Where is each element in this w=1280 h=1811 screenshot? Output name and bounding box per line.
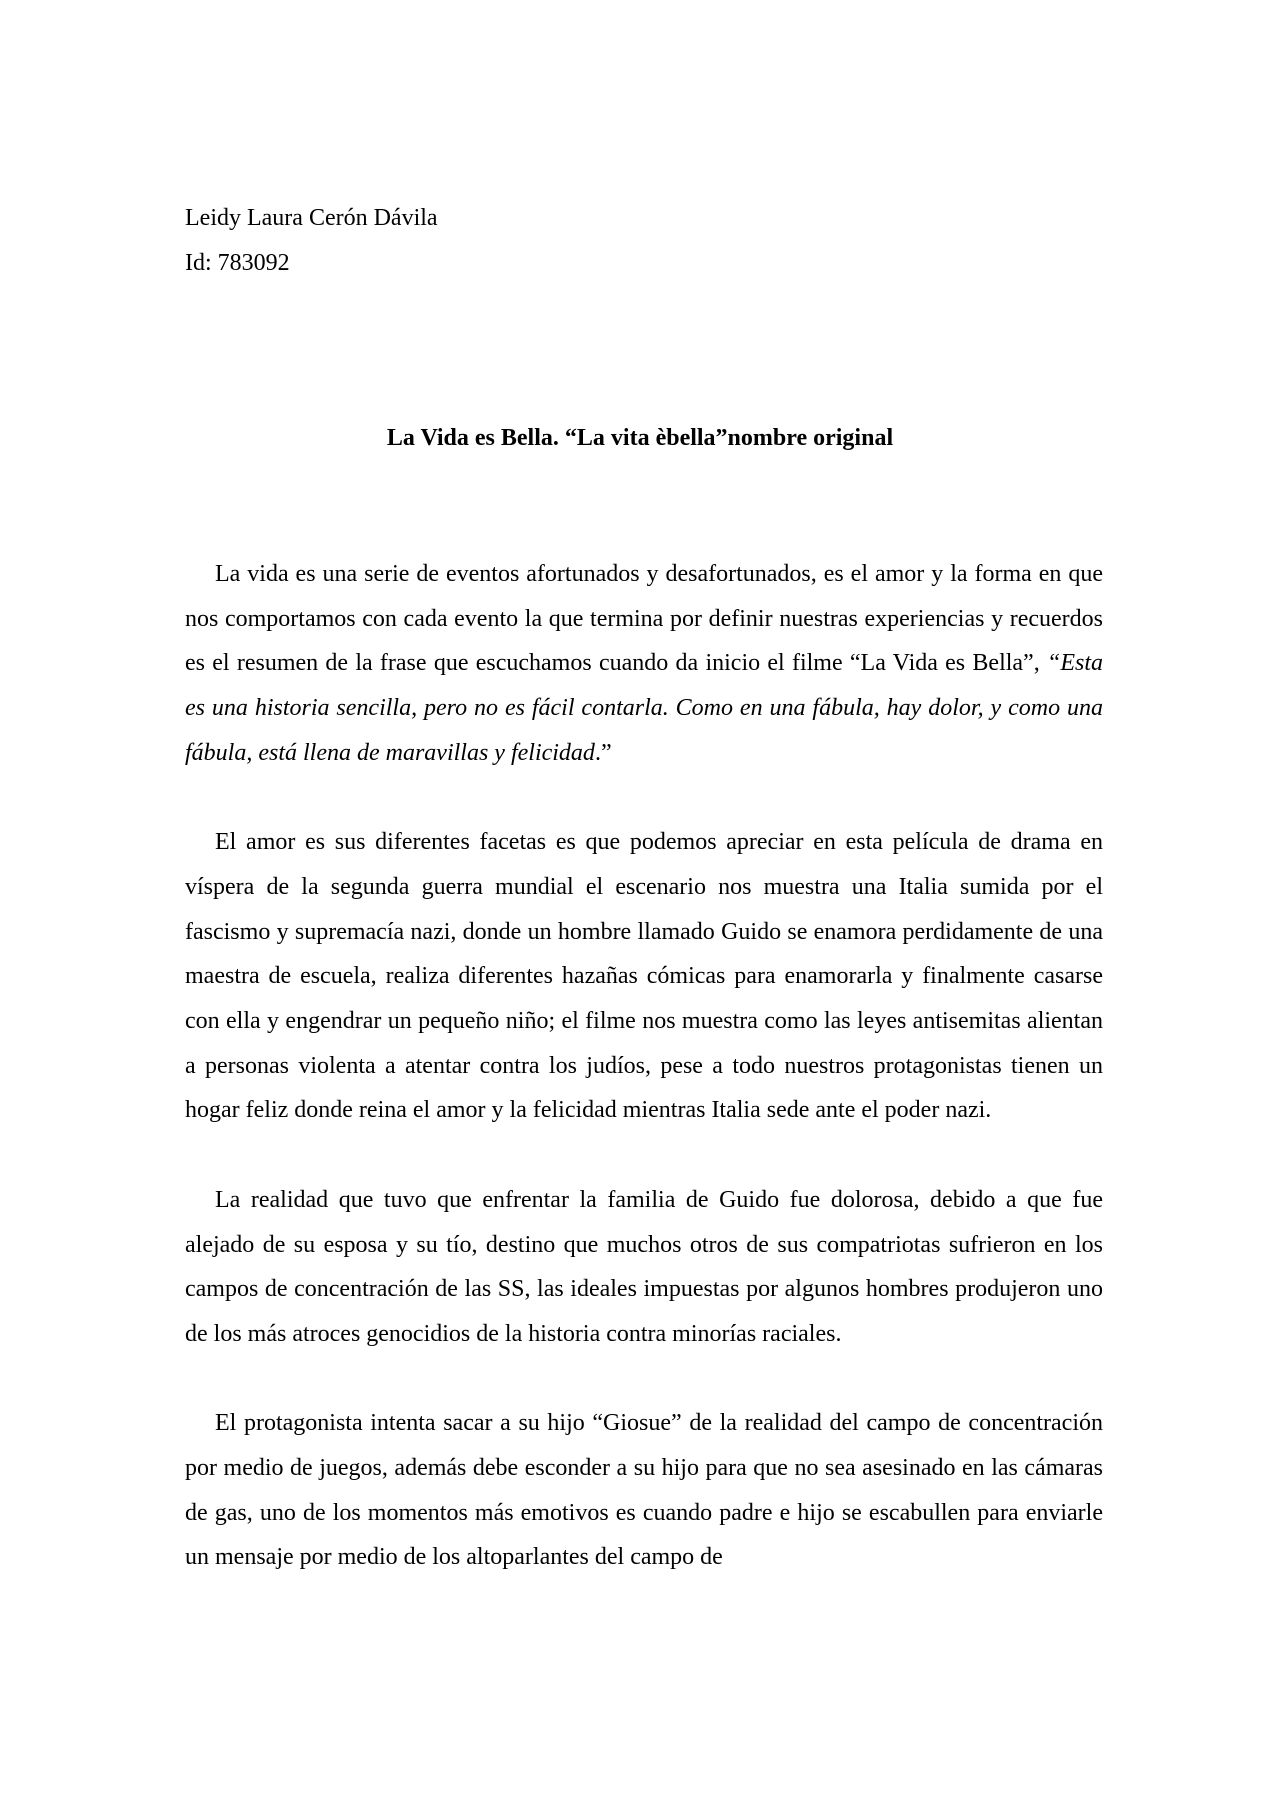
paragraph-1-text: La vida es una serie de eventos afortunados y desafortunados, es el amor y la forma en que nos comportamos con cada evento la que termina por definir nuestras experiencias y recuerdos es el resumen de la frase que escuchamos cuando da inicio el filme “La Vida es Bella”, [185, 561, 1103, 677]
paragraph-2: El amor es sus diferentes facetas es que podemos apreciar en esta película de drama en víspera de la segunda guerra mundial el escenario nos muestra una Italia sumida por el fascismo y supremacía nazi, donde un hombre llamado Guido se enamora perdidamente de una maestra de escuela, realiza diferentes hazañas cómicas para enamorarla y finalmente casarse con ella y engendrar un pequeño niño; el filme nos muestra como las leyes antisemitas alientan a personas violenta a atentar contra los judíos, pese a todo nuestros protagonistas tienen un hogar feliz donde reina el amor y la felicidad mientras Italia sede ante el poder nazi. [185, 829, 1103, 1124]
author-name: Leidy Laura Cerón Dávila [185, 205, 438, 231]
paragraph-3: La realidad que tuvo que enfrentar la familia de Guido fue dolorosa, debido a que fue alejado de su esposa y su tío, destino que muchos otros de sus compatriotas sufrieron en los campos de concentración de las SS, las ideales impuestas por algunos hombres produjeron uno de los más atroces genocidios de la historia contra minorías raciales. [185, 1186, 1103, 1347]
paragraph-1-end: .” [594, 739, 612, 766]
student-id: Id: 783092 [185, 250, 290, 276]
document-title: La Vida es Bella. “La vita èbella”nombre original [386, 425, 894, 451]
paragraph-1 [185, 552, 1103, 776]
author-header [185, 196, 438, 286]
film-quote: “Esta es una historia sencilla, pero no es fácil contarla. Como en una fábula, hay dolor, y como una fábula, está llena de maravillas y felicidad [185, 650, 1103, 766]
document-body [185, 552, 1103, 1625]
paragraph-4: El protagonista intenta sacar a su hijo “Giosue” de la realidad del campo de concentración por medio de juegos, además debe esconder a su hijo para que no sea asesinado en las cámaras de gas, uno de los momentos más emotivos es cuando padre e hijo se escabullen para enviarle un mensaje por medio de los altoparlantes del campo de [185, 1410, 1103, 1571]
